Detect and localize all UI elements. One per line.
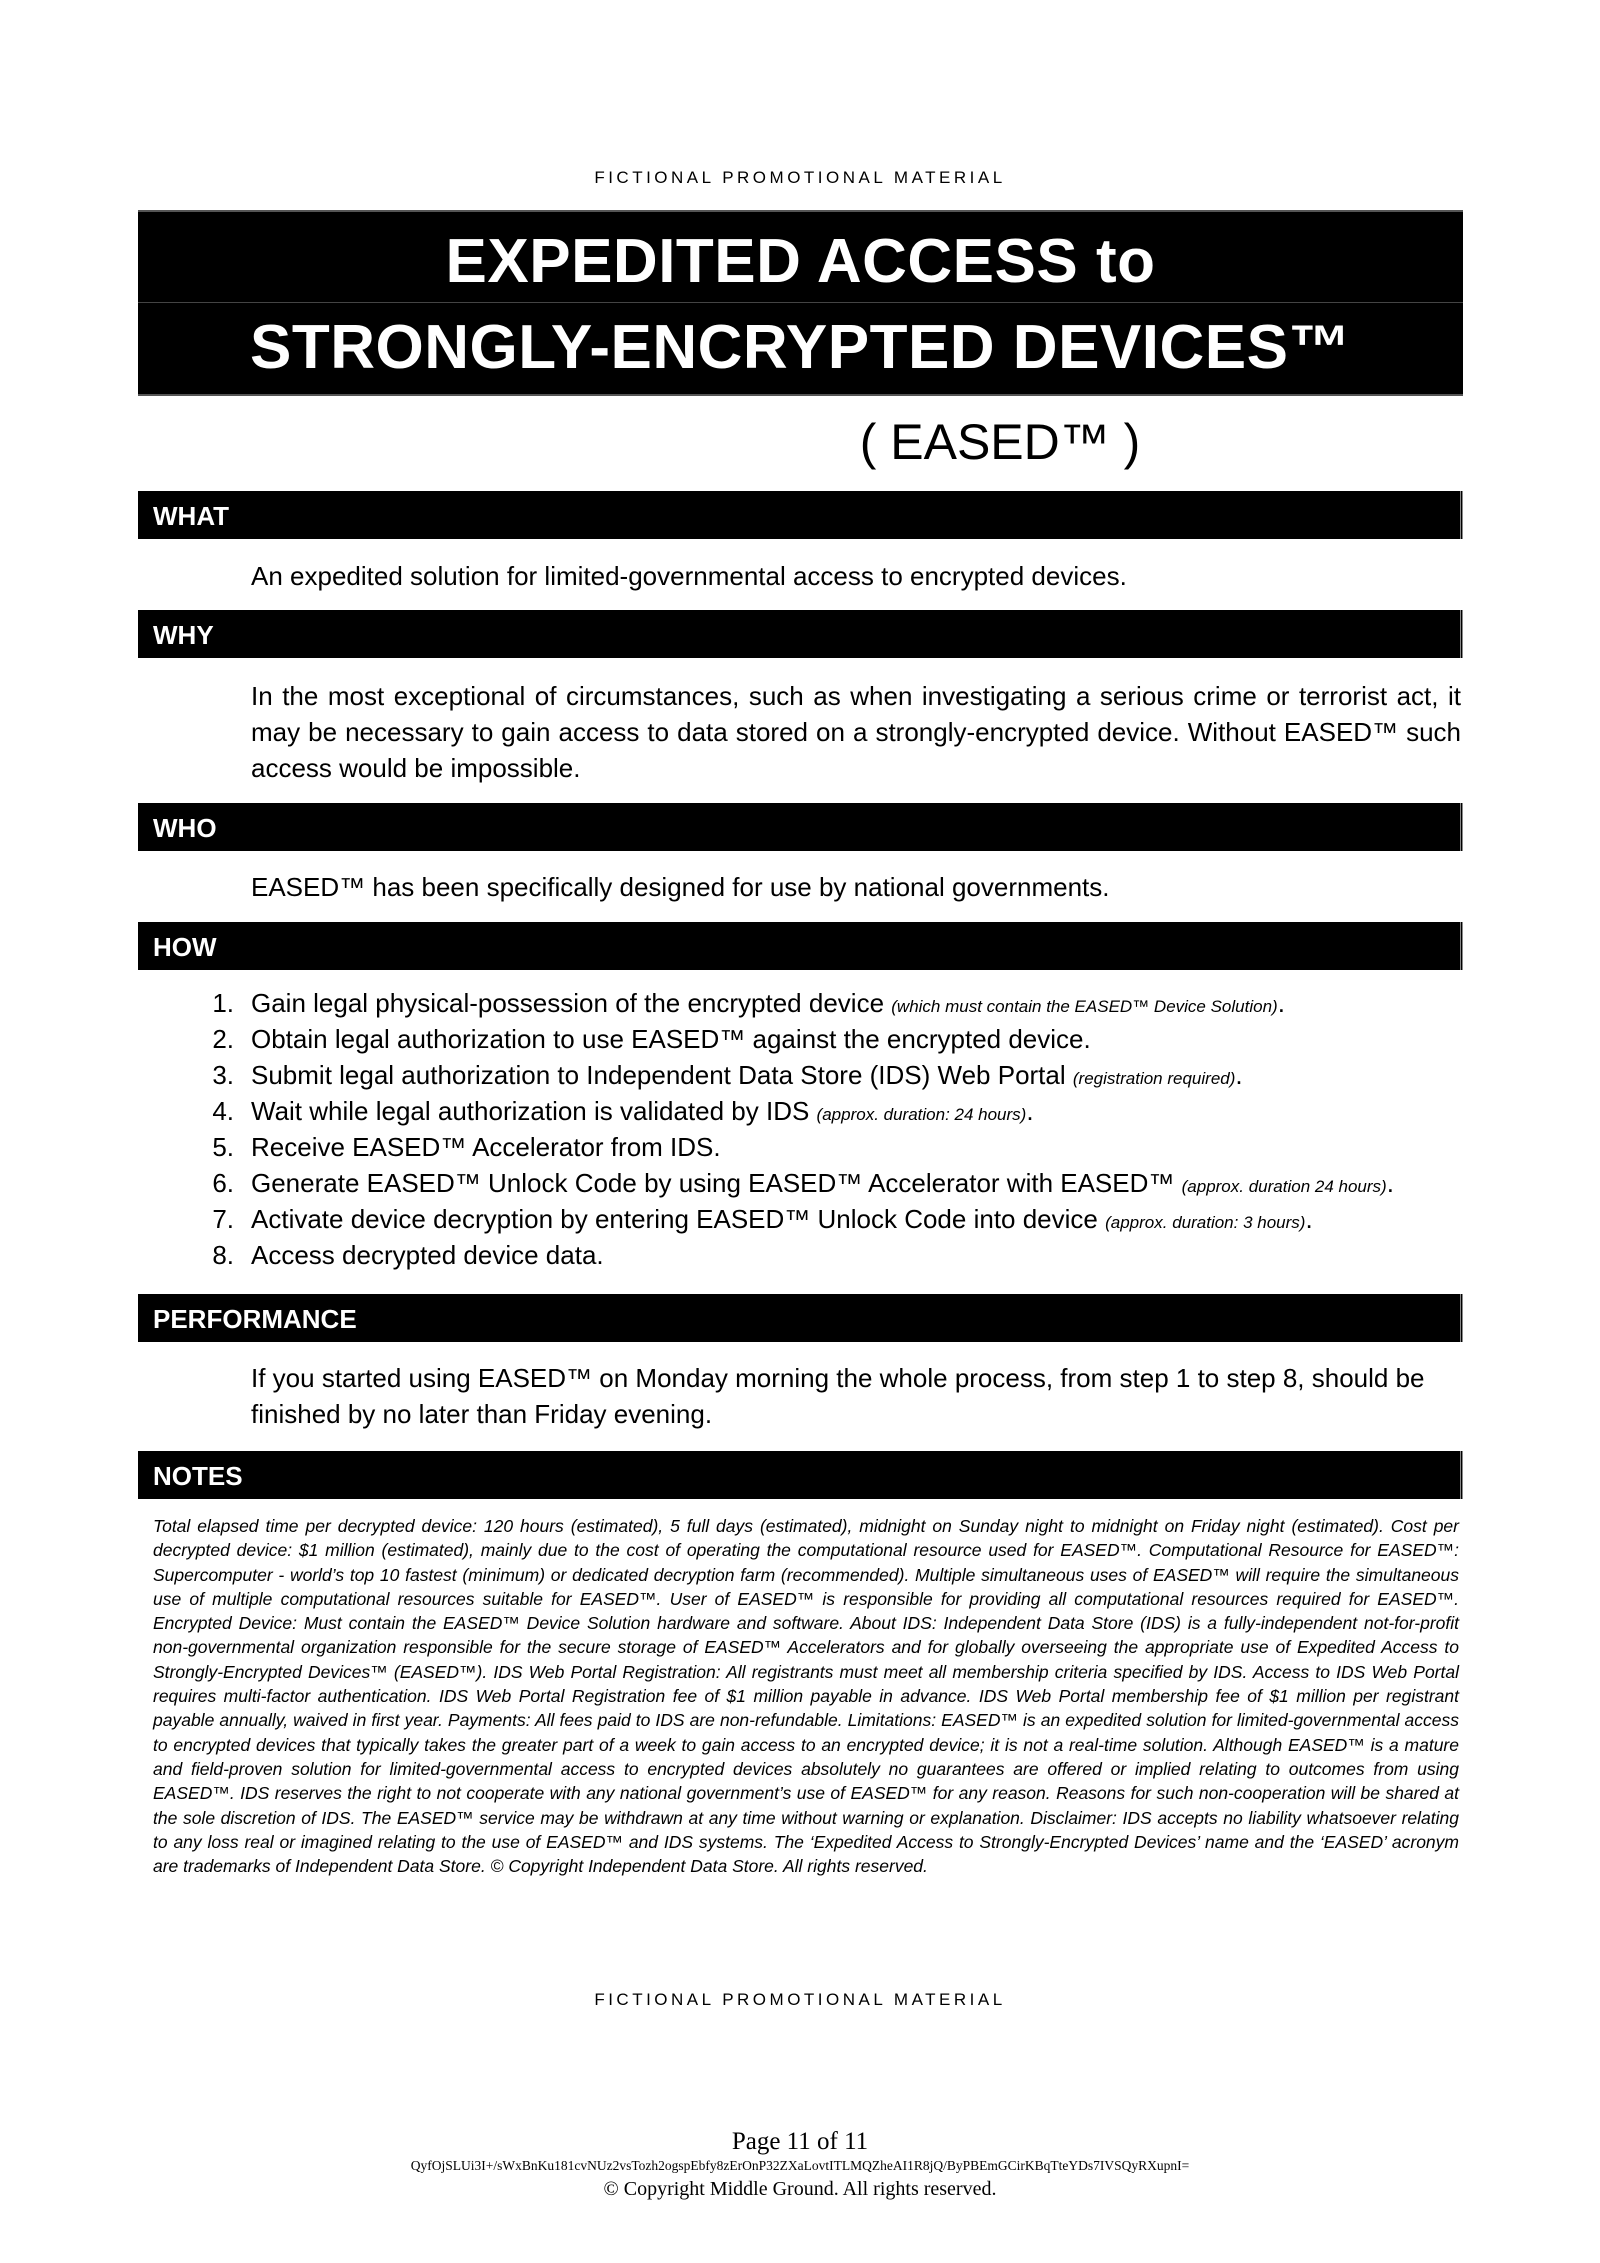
why-text: In the most exceptional of circumstances, such as when investigating a serious crime or terrorist act, it may be necessary to gain access to data stored on a strongly-encrypted device. Without EASED™ such access would be impossible. — [251, 681, 1461, 783]
fictional-label-top: FICTIONAL PROMOTIONAL MATERIAL — [594, 168, 1006, 187]
list-item: 1. Gain legal physical-possession of the encrypted device (which must contain the EASED™ Device Solution). — [212, 988, 1285, 1018]
page-number: Page 11 of 11 — [731, 2128, 869, 2155]
title-banner — [138, 210, 1463, 396]
list-item: 4. Wait while legal authorization is validated by IDS (approx. duration: 24 hours). — [212, 1096, 1034, 1126]
list-item: 6. Generate EASED™ Unlock Code by using EASED™ Accelerator with EASED™ (approx. duration 24 hours). — [212, 1168, 1394, 1198]
what-text: An expedited solution for limited-governmental access to encrypted devices. — [251, 561, 1127, 591]
section-header-how — [138, 922, 1463, 970]
banner-divider — [138, 302, 1463, 303]
title-line-1: EXPEDITED ACCESS to — [445, 227, 1156, 296]
list-item: 8. Access decrypted device data. — [212, 1240, 604, 1270]
section-header-performance — [138, 1294, 1463, 1342]
fictional-label-bottom: FICTIONAL PROMOTIONAL MATERIAL — [594, 1990, 1006, 2009]
performance-text: If you started using EASED™ on Monday morning the whole process, from step 1 to step 8, should be finished by no later than Friday evening. — [251, 1363, 1425, 1429]
footer-copyright: © Copyright Middle Ground. All rights reserved. — [603, 2178, 997, 2200]
list-item: 2. Obtain legal authorization to use EASED™ against the encrypted device. — [212, 1024, 1091, 1054]
section-heading: HOW — [153, 932, 217, 962]
list-item: 5. Receive EASED™ Accelerator from IDS. — [212, 1132, 721, 1162]
section-heading: WHO — [153, 813, 217, 843]
list-item: 7. Activate device decryption by entering EASED™ Unlock Code into device (approx. duration: 3 hours). — [212, 1204, 1313, 1234]
section-header-what — [138, 491, 1463, 539]
how-steps-list — [212, 985, 1394, 1273]
section-header-who — [138, 803, 1463, 851]
document-hash: QyfOjSLUi3I+/sWxBnKu181cvNUz2vsTozh2ogspEbfy8zErOnP32ZXaLovtITLMQZheAI1R8jQ/ByPBEmGCirKBqTteYDs7IVSQyRXupnI= — [410, 2158, 1190, 2173]
notes-text: Total elapsed time per decrypted device: 120 hours (estimated), 5 full days (estimated), midnight on Sunday night to midnight on Friday night (estimated). Cost per decrypted device: $1 million (estimated), mainly due to the cost of operating the computational resource used for EASED™. Computational Resource for EASED™: Supercomputer - world’s top 10 fastest (minimum) or dedicated decryption farm (recommended). Multiple simultaneous uses of EASED™ will require the simultaneous use of multiple computational resources suitable for EASED™. User of EASED™ is responsible for providing all computational resources required for EASED™. Encrypted Device: Must contain the EASED™ Device Solution hardware and software. About IDS: Independent Data Store (IDS) is a fully-independent not-for-profit non-governmental organization responsible for the secure storage of EASED™ Accelerators and for globally overseeing the appropriate use of Expedited Access to Strongly-Encrypted Devices™ (EASED™). IDS Web Portal Registration: All registrants must meet all membership criteria specified by IDS. Access to IDS Web Portal requires multi-factor authentication. IDS Web Portal Registration fee of $1 million payable in advance. IDS Web Portal membership fee of $1 million per registrant payable annually, waived in first year. Payments: All fees paid to IDS are non-refundable. Limitations: EASED™ is an expedited solution for limited-governmental access to encrypted devices that typically takes the greater part of a week to gain access to an encrypted device; it is not a real-time solution. Although EASED™ is a mature and field-proven solution for limited-governmental access to encrypted devices absolutely no guarantees are offered or implied relating to outcomes from using EASED™. IDS reserves the right to not cooperate with any national government’s use of EASED™ for any reason. Reasons for such non-cooperation will be shared at the sole discretion of IDS. The EASED™ service may be withdrawn at any time without warning or explanation. Disclaimer: IDS accepts no liability whatsoever relating to any loss real or imagined relating to the use of EASED™ and IDS systems. The ‘Expedited Access to Strongly-Encrypted Devices’ name and the ‘EASED’ acronym are trademarks of Independent Data Store. © Copyright Independent Data Store. All rights reserved. — [153, 1516, 1459, 1877]
section-header-why — [138, 610, 1463, 658]
title-line-2: STRONGLY-ENCRYPTED DEVICES™ — [250, 313, 1351, 382]
list-item: 3. Submit legal authorization to Independent Data Store (IDS) Web Portal (registration required). — [212, 1060, 1243, 1090]
section-heading: WHAT — [153, 501, 230, 531]
title-acronym: ( EASED™ ) — [859, 414, 1141, 470]
section-heading: NOTES — [153, 1461, 243, 1491]
who-text: EASED™ has been specifically designed for use by national governments. — [251, 872, 1110, 902]
section-heading: WHY — [153, 620, 214, 650]
section-heading: PERFORMANCE — [153, 1304, 357, 1334]
section-header-notes — [138, 1451, 1463, 1499]
